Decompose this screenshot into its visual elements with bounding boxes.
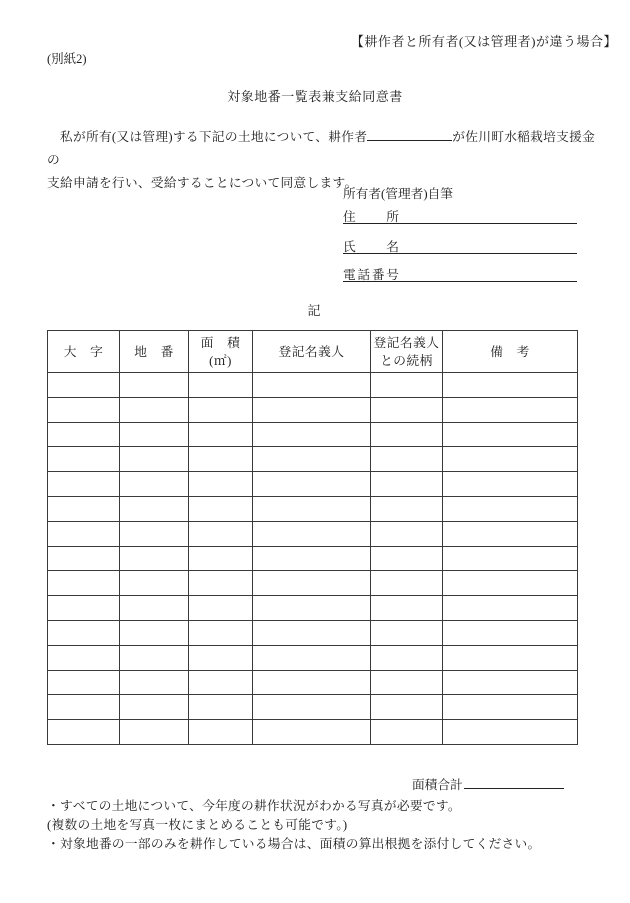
table-row	[48, 397, 578, 422]
table-cell	[253, 472, 371, 497]
table-cell	[371, 397, 443, 422]
attachment-number-label: (別紙2)	[47, 52, 87, 66]
consent-text-line2: 支給申請を行い、受給することについて同意します。	[47, 176, 358, 190]
table-body	[48, 373, 578, 745]
table-cell	[371, 596, 443, 621]
table-cell	[253, 620, 371, 645]
table-cell	[48, 546, 120, 571]
table-cell	[120, 472, 189, 497]
table-cell	[48, 521, 120, 546]
table-cell	[48, 596, 120, 621]
table-cell	[189, 596, 253, 621]
table-cell	[443, 422, 578, 447]
table-cell	[371, 571, 443, 596]
table-cell	[443, 645, 578, 670]
table-row	[48, 546, 578, 571]
table-cell	[253, 422, 371, 447]
table-row	[48, 571, 578, 596]
table-cell	[189, 620, 253, 645]
footer-notes	[47, 797, 607, 854]
table-cell	[371, 447, 443, 472]
table-cell	[48, 397, 120, 422]
table-cell	[189, 695, 253, 720]
table-row	[48, 670, 578, 695]
table-cell	[371, 521, 443, 546]
table-row	[48, 695, 578, 720]
table-cell	[120, 546, 189, 571]
table-cell	[189, 546, 253, 571]
table-row	[48, 596, 578, 621]
table-cell	[443, 496, 578, 521]
consent-text-after-blank: が佐川町水稲栽培支援金の	[47, 130, 596, 167]
note-partial-cultivation: ・対象地番の一部のみを耕作している場合は、面積の算出根拠を添付してください。	[47, 837, 541, 851]
table-cell	[120, 422, 189, 447]
land-parcel-table	[47, 330, 578, 745]
table-header-row	[48, 331, 578, 373]
table-row	[48, 496, 578, 521]
table-cell	[253, 496, 371, 521]
table-cell	[120, 620, 189, 645]
column-header: 大 字	[48, 331, 120, 373]
table-cell	[253, 373, 371, 398]
table-cell	[371, 422, 443, 447]
table-cell	[253, 447, 371, 472]
table-cell	[189, 447, 253, 472]
table-cell	[189, 422, 253, 447]
column-header: 地 番	[120, 331, 189, 373]
table-cell	[189, 521, 253, 546]
name-field	[343, 236, 577, 254]
table-cell	[48, 496, 120, 521]
table-cell	[253, 571, 371, 596]
table-cell	[443, 397, 578, 422]
cultivator-name-blank	[367, 128, 452, 141]
table-cell	[443, 695, 578, 720]
area-total-line	[412, 774, 564, 793]
table-cell	[48, 695, 120, 720]
table-cell	[120, 496, 189, 521]
table-cell	[443, 720, 578, 745]
table-row	[48, 422, 578, 447]
table-cell	[443, 472, 578, 497]
table-cell	[120, 571, 189, 596]
table-cell	[371, 670, 443, 695]
table-cell	[443, 447, 578, 472]
table-cell	[443, 373, 578, 398]
table-cell	[253, 397, 371, 422]
table-cell	[253, 695, 371, 720]
table-row	[48, 447, 578, 472]
table-cell	[189, 571, 253, 596]
table-row	[48, 620, 578, 645]
table-cell	[120, 373, 189, 398]
table-cell	[120, 645, 189, 670]
table-row	[48, 720, 578, 745]
table-cell	[443, 571, 578, 596]
area-total-blank	[464, 775, 564, 789]
signature-heading: 所有者(管理者)自筆	[343, 187, 453, 201]
note-photo-required: ・すべての土地について、今年度の耕作状況がわかる写真が必要です。	[47, 799, 461, 813]
table-cell	[443, 546, 578, 571]
table-cell	[253, 521, 371, 546]
table-cell	[189, 397, 253, 422]
note-photo-combined: (複数の土地を写真一枚にまとめることも可能です。)	[47, 818, 348, 832]
table-row	[48, 472, 578, 497]
table-row	[48, 373, 578, 398]
table-cell	[48, 422, 120, 447]
table-cell	[371, 620, 443, 645]
column-header: 備 考	[443, 331, 578, 373]
table-cell	[189, 720, 253, 745]
table-cell	[371, 695, 443, 720]
table-cell	[48, 571, 120, 596]
table-cell	[189, 670, 253, 695]
table-cell	[48, 472, 120, 497]
consent-text-before-blank: 私が所有(又は管理)する下記の土地について、耕作者	[47, 130, 368, 144]
table-cell	[189, 496, 253, 521]
table-cell	[48, 645, 120, 670]
table-cell	[48, 447, 120, 472]
phone-field-label: 電話番号	[343, 268, 399, 282]
column-header: 登記名義人	[253, 331, 371, 373]
table-cell	[120, 720, 189, 745]
table-cell	[120, 695, 189, 720]
table-cell	[443, 670, 578, 695]
table-header	[48, 331, 578, 373]
table-cell	[253, 645, 371, 670]
table-cell	[120, 596, 189, 621]
table-cell	[371, 373, 443, 398]
table-cell	[371, 645, 443, 670]
table-cell	[253, 670, 371, 695]
document-title: 対象地番一覧表兼支給同意書	[227, 89, 403, 104]
record-marker: 記	[307, 303, 323, 318]
table-cell	[443, 596, 578, 621]
address-field	[343, 206, 577, 224]
table-cell	[189, 472, 253, 497]
name-field-label: 氏 名	[343, 240, 399, 254]
area-total-label: 面積合計	[412, 778, 463, 792]
table-cell	[371, 720, 443, 745]
corner-case-note: 【耕作者と所有者(又は管理者)が違う場合】	[350, 34, 617, 49]
table-row	[48, 645, 578, 670]
table-cell	[253, 596, 371, 621]
table-cell	[443, 620, 578, 645]
consent-paragraph	[47, 126, 607, 195]
table-cell	[48, 620, 120, 645]
table-cell	[48, 720, 120, 745]
column-header: 面 積 (㎡)	[189, 331, 253, 373]
table-cell	[120, 397, 189, 422]
table-cell	[120, 447, 189, 472]
address-field-label: 住 所	[343, 210, 399, 224]
phone-field	[343, 264, 577, 282]
table-cell	[189, 645, 253, 670]
table-cell	[48, 670, 120, 695]
column-header: 登記名義人 との続柄	[371, 331, 443, 373]
table-cell	[253, 720, 371, 745]
table-cell	[443, 521, 578, 546]
table-cell	[48, 373, 120, 398]
table-cell	[120, 670, 189, 695]
table-cell	[120, 521, 189, 546]
table-cell	[371, 496, 443, 521]
table-cell	[371, 546, 443, 571]
table-cell	[371, 472, 443, 497]
table-cell	[253, 546, 371, 571]
table-cell	[189, 373, 253, 398]
table-row	[48, 521, 578, 546]
